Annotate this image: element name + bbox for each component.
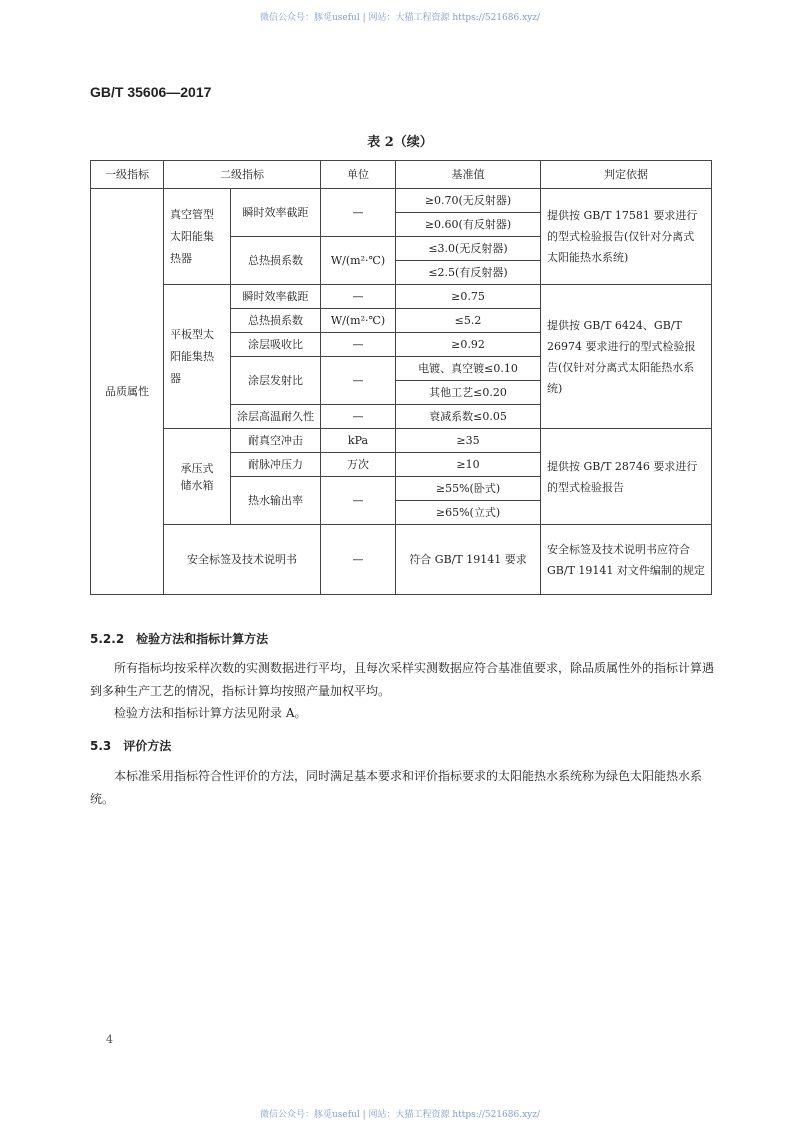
value-cell: 电镀、真空镀≤0.10 [396,357,541,381]
unit-cell: — [321,285,396,309]
value-cell: ≤5.2 [396,309,541,333]
value-cell: ≥55%(卧式) [396,477,541,501]
unit-cell: W/(m²·℃) [321,309,396,333]
basis-cell: 提供按 GB/T 17581 要求进行的型式检验报告(仅针对分离式太阳能热水系统) [541,189,712,285]
table-title: 表 2（续） [367,135,433,150]
unit-cell: — [321,477,396,525]
value-cell: 符合 GB/T 19141 要求 [396,525,541,595]
value-cell: ≥0.70(无反射器) [396,189,541,213]
unit-cell: — [321,333,396,357]
value-cell: ≤3.0(无反射器) [396,237,541,261]
item-cell: 耐真空冲击 [231,429,321,453]
item-cell: 涂层发射比 [231,357,321,405]
category-cell: 平板型太阳能集热器 [164,285,231,429]
item-cell: 瞬时效率截距 [231,189,321,237]
unit-cell: — [321,525,396,595]
item-cell: 瞬时效率截距 [231,285,321,309]
value-cell: ≥0.92 [396,333,541,357]
table-header [91,161,712,189]
value-cell: ≥35 [396,429,541,453]
item-cell: 耐脉冲压力 [231,453,321,477]
unit-cell: kPa [321,429,396,453]
header-cell: 二级指标 [164,161,321,189]
value-cell: ≥65%(立式) [396,501,541,525]
header-cell: 判定依据 [541,161,712,189]
standard-number: GB/T 35606—2017 [90,84,212,100]
section-heading-5-3: 5.3 评价方法 [90,739,172,753]
value-cell: 其他工艺≤0.20 [396,381,541,405]
header-cell: 一级指标 [91,161,164,189]
table-row [91,525,712,595]
item-cell: 涂层高温耐久性 [231,405,321,429]
value-cell: ≤2.5(有反射器) [396,261,541,285]
category-cell: 真空管型太阳能集热器 [164,189,231,285]
basis-cell: 提供按 GB/T 28746 要求进行的型式检验报告 [541,429,712,525]
unit-cell: 万次 [321,453,396,477]
item-cell: 总热损系数 [231,309,321,333]
paragraph: 检验方法和指标计算方法见附录 A。 [114,706,307,720]
paragraph: 本标准采用指标符合性评价的方法，同时满足基本要求和评价指标要求的太阳能热水系统称为绿色太阳能热水系统。 [90,769,703,806]
watermark-bottom: 微信公众号：豚觅useful | 网站：大猫工程资源 https://521686.xyz/ [259,1110,541,1120]
unit-cell: — [321,189,396,237]
indicator-table [90,160,712,595]
level1-cell: 品质属性 [91,189,164,595]
header-cell: 基准值 [396,161,541,189]
watermark-top: 微信公众号：豚觅useful | 网站：大猫工程资源 https://521686.xyz/ [259,13,541,23]
unit-cell: — [321,357,396,405]
item-cell: 总热损系数 [231,237,321,285]
item-cell: 热水输出率 [231,477,321,525]
basis-cell: 安全标签及技术说明书应符合 GB/T 19141 对文件编制的规定 [541,525,712,595]
value-cell: ≥0.75 [396,285,541,309]
table-row [91,189,712,213]
value-cell: ≥10 [396,453,541,477]
header-cell: 单位 [321,161,396,189]
page-number: 4 [106,1033,113,1046]
table-row [91,285,712,309]
unit-cell: — [321,405,396,429]
category-cell: 承压式储水箱 [164,429,231,525]
paragraph: 所有指标均按采样次数的实测数据进行平均，且每次采样实测数据应符合基准值要求，除品质属性外的指标计算遇到多种生产工艺的情况，指标计算均按照产量加权平均。 [90,661,715,698]
value-cell: ≥0.60(有反射器) [396,213,541,237]
value-cell: 衰减系数≤0.05 [396,405,541,429]
item-cell: 涂层吸收比 [231,333,321,357]
item-cell: 安全标签及技术说明书 [164,525,321,595]
section-heading-5-2-2: 5.2.2 检验方法和指标计算方法 [90,632,269,646]
basis-cell: 提供按 GB/T 6424、GB/T 26974 要求进行的型式检验报告(仅针对分离式太阳能热水系统) [541,285,712,429]
unit-cell: W/(m²·℃) [321,237,396,285]
table-row [91,429,712,453]
